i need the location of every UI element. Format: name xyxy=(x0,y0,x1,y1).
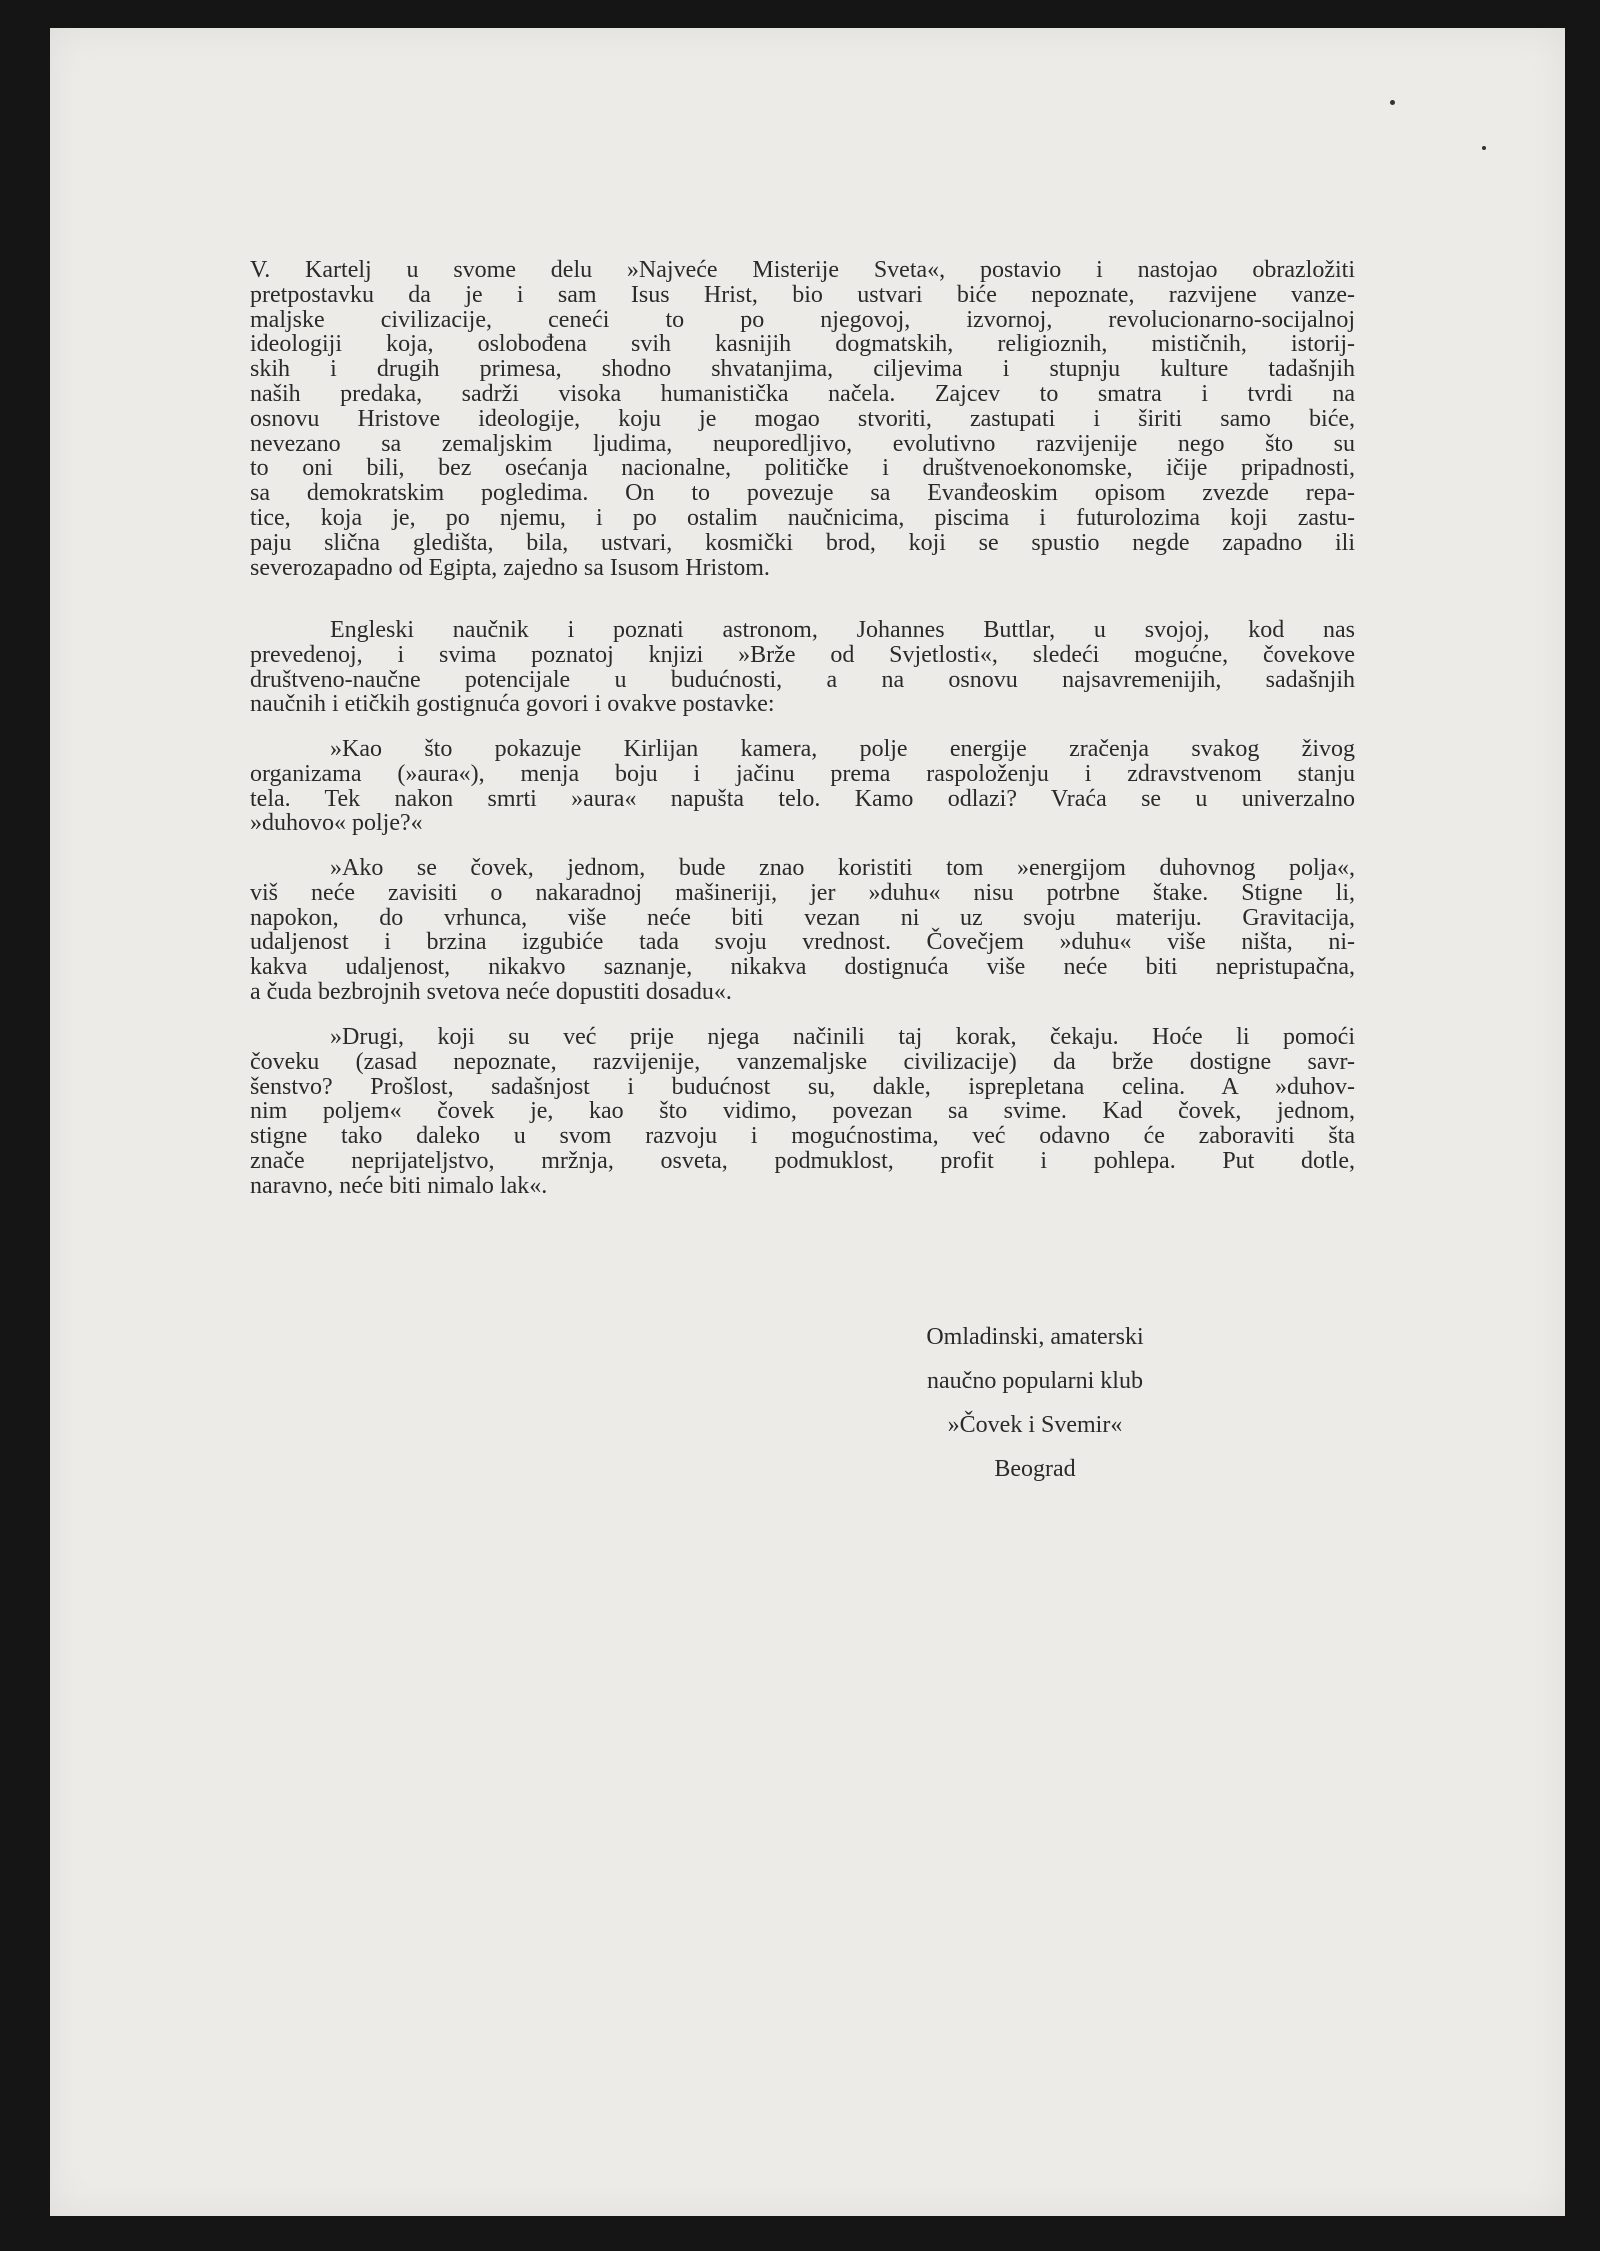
signature-line: naučno popularni klub xyxy=(927,1368,1143,1394)
text-line: tice, koja je, po njemu, i po ostalim naučnicima, piscima i futurolozima koji zastu- xyxy=(250,504,1355,531)
text-line: a čuda bezbrojnih svetova neće dopustiti dosadu«. xyxy=(250,978,732,1005)
text-line: »duhovo« polje?« xyxy=(250,810,423,837)
signature-line: Beograd xyxy=(994,1456,1076,1482)
text-line: V. Kartelj u svome delu »Najveće Misterije Sveta«, postavio i nastojao obrazložiti xyxy=(250,257,1355,283)
text-line: tela. Tek nakon smrti »aura« napušta telo. Kamo odlazi? Vraća se u univerzalno xyxy=(250,785,1355,812)
text-line: Engleski naučnik i poznati astronom, Johannes Buttlar, u svojoj, kod nas xyxy=(330,617,1355,643)
text-line: sa demokratskim pogledima. On to povezuje sa Evanđeoskim opisom zvezde repa- xyxy=(250,480,1355,507)
text-line: društveno-naučne potencijale u budućnosti, a na osnovu najsavremenijih, sadašnjih xyxy=(250,666,1355,693)
paragraph-kartelj xyxy=(250,258,1355,580)
paragraph-quote-others xyxy=(250,1025,1355,1199)
text-line: naučnih i etičkih gostignuća govori i ovakve postavke: xyxy=(250,691,775,718)
text-line: nim poljem« čovek je, kao što vidimo, povezan sa svime. Kad čovek, jednom, xyxy=(250,1098,1355,1125)
text-line: prevedenoj, i svima poznatoj knjizi »Brže od Svjetlosti«, sledeći mogućne, čovekove xyxy=(250,641,1355,668)
text-line: pretpostavku da je i sam Isus Hrist, bio ustvari biće nepoznate, razvijene vanze- xyxy=(250,281,1355,308)
text-line: naših predaka, sadrži visoka humanistička načela. Zajcev to smatra i tvrdi na xyxy=(250,380,1355,407)
text-line: šenstvo? Prošlost, sadašnjost i budućnost su, dakle, isprepletana celina. A »duhov- xyxy=(250,1073,1355,1100)
text-line: maljske civilizacije, ceneći to po njegovoj, izvornoj, revolucionarno-socijalnoj xyxy=(250,306,1355,333)
text-line: osnovu Hristove ideologije, koju je mogao stvoriti, zastupati i širiti samo biće, xyxy=(250,405,1355,432)
text-line: skih i drugih primesa, shodno shvatanjima, ciljevima i stupnju kulture tadašnjih xyxy=(250,356,1355,383)
text-line: kakva udaljenost, nikakvo saznanje, nikakva dostignuća više neće biti nepristupačna, xyxy=(250,954,1355,981)
text-line: napokon, do vrhunca, više neće biti vezan ni uz svoju materiju. Gravitacija, xyxy=(250,904,1355,931)
signature-line: Omladinski, amaterski xyxy=(926,1324,1144,1350)
text-line: organizama (»aura«), menja boju i jačinu prema raspoloženju i zdravstvenom stanju xyxy=(250,760,1355,787)
paragraph-quote-aura xyxy=(250,737,1355,836)
text-line: »Drugi, koji su već prije njega načinili taj korak, čekaju. Hoće li pomoći xyxy=(330,1024,1355,1050)
text-line: severozapadno od Egipta, zajedno sa Isusom Hristom. xyxy=(250,554,770,581)
text-line: naravno, neće biti nimalo lak«. xyxy=(250,1172,548,1199)
text-line: »Kao što pokazuje Kirlijan kamera, polje energije zračenja svakog živog xyxy=(330,736,1355,762)
text-line: stigne tako daleko u svom razvoju i mogućnostima, već odavno će zaboraviti šta xyxy=(250,1123,1355,1150)
text-line: to oni bili, bez osećanja nacionalne, političke i društvenoekonomske, ičije pripadnosti, xyxy=(250,455,1355,482)
ink-spot xyxy=(1390,100,1395,105)
paragraph-quote-energy xyxy=(250,856,1355,1005)
signature-line: »Čovek i Svemir« xyxy=(947,1412,1123,1438)
text-line: viš neće zavisiti o nakaradnoj mašineriji, jer »duhu« nisu potrbne štake. Stigne li, xyxy=(250,879,1355,906)
text-line: »Ako se čovek, jednom, bude znao koristiti tom »energijom duhovnog polja«, xyxy=(330,855,1355,881)
text-line: čoveku (zasad nepoznate, razvijenije, vanzemaljske civilizacije) da brže dostigne savr- xyxy=(250,1048,1355,1075)
paragraph-buttlar xyxy=(250,618,1355,717)
text-line: paju slična gledišta, bila, ustvari, kosmički brod, koji se spustio negde zapadno ili xyxy=(250,529,1355,556)
text-line: nevezano sa zemaljskim ljudima, neuporedljivo, evolutivno razvijenije nego što su xyxy=(250,430,1355,457)
ink-spot xyxy=(1482,146,1486,150)
text-line: udaljenost i brzina izgubiće tada svoju vrednost. Čovečjem »duhu« više ništa, ni- xyxy=(250,929,1355,956)
text-line: ideologiji koja, oslobođena svih kasnijih dogmatskih, religioznih, mističnih, istorij- xyxy=(250,331,1355,358)
signature-block xyxy=(880,1315,1190,1491)
text-line: znače neprijateljstvo, mržnja, osveta, podmuklost, profit i pohlepa. Put dotle, xyxy=(250,1147,1355,1174)
